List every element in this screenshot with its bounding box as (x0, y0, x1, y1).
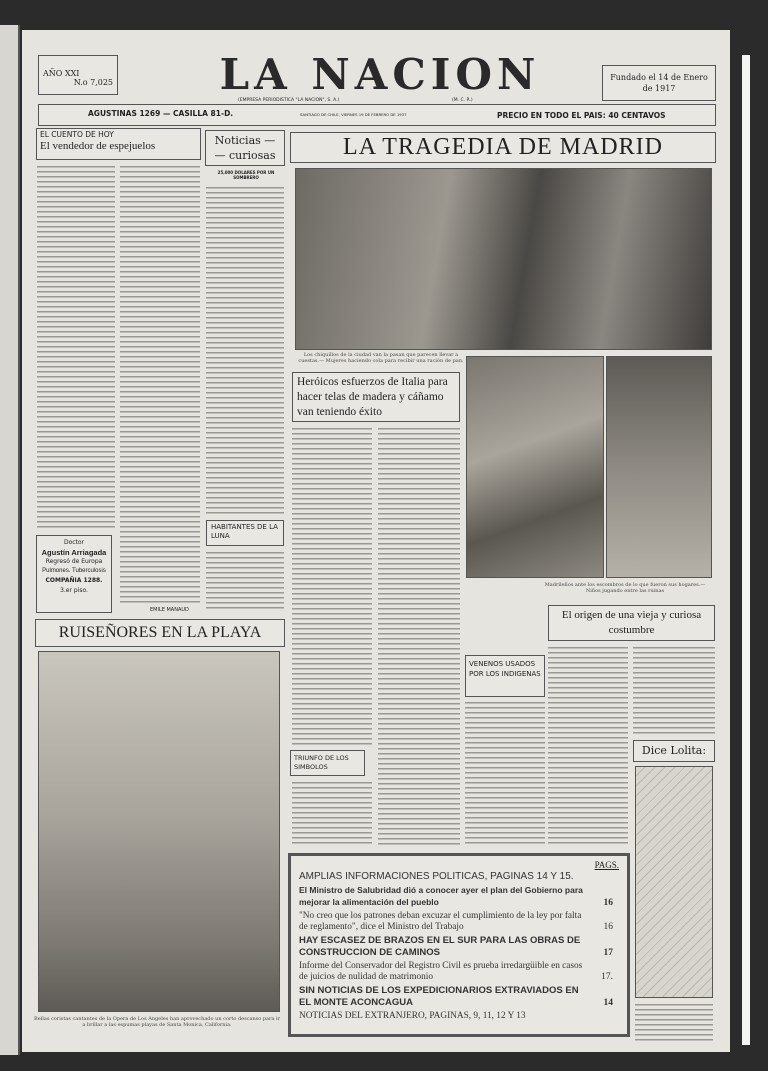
cuento-header (36, 128, 201, 160)
ad-line: 3.er piso. (60, 586, 88, 594)
masthead-title: LA NACION (219, 50, 541, 99)
index-item[interactable] (299, 961, 613, 983)
doctor-ad (36, 535, 112, 613)
index-item[interactable] (299, 911, 613, 933)
index-item[interactable] (299, 871, 589, 883)
ruisenores-headline: RUISEÑORES EN LA PLAYA (35, 619, 285, 647)
index-item[interactable] (299, 1011, 589, 1022)
ad-name: Agustín Arriagada (41, 547, 107, 557)
lolita-header: Dice Lolita: (633, 740, 715, 762)
year: AÑO XXI (43, 69, 80, 78)
triunfo-text (292, 780, 372, 846)
triunfo-header: TRIUNFO DE LOS SIMBOLOS (290, 750, 365, 776)
index-page: 14 (603, 998, 613, 1008)
index-item[interactable] (299, 885, 613, 909)
index-box (288, 853, 630, 1037)
ad-line: Pulmones. Tuberculosis (42, 567, 106, 574)
index-item[interactable] (299, 935, 613, 959)
origen-text-col1 (548, 645, 628, 845)
venenos-text (465, 700, 545, 845)
publisher-line: (EMPRESA PERIODISTICA "LA NACION", S. A.) (238, 98, 340, 103)
lolita-caption (635, 1002, 713, 1042)
lolita-cartoon (635, 766, 713, 998)
founded-box: Fundado el 14 de Enero de 1917 (602, 65, 716, 101)
madrid-photo (295, 168, 712, 350)
scan-edge (742, 55, 750, 1045)
noticias-text (206, 185, 284, 515)
index-page: 16 (603, 922, 613, 932)
origen-headline: El origen de una vieja y curiosa costumbre (548, 605, 715, 641)
index-text: SIN NOTICIAS DE LOS EXPEDICIONARIOS EXTRAVIADOS EN EL MONTE ACONCAGUA (299, 985, 579, 1008)
noticias-title: Noticias — (214, 134, 276, 147)
index-text: Informe del Conservador del Registro Civil es prueba irredargüible en casos de juicios de nulidad de matrimonio (299, 961, 583, 982)
cuento-kicker: EL CUENTO DE HOY (40, 130, 114, 139)
madrid-caption: Los chiquillos de la ciudad van la pasan que parecen llevar a cuestas.— Mujeres haciendo cola para recibir una ración de pan. (298, 352, 464, 364)
beach-caption: Bellas coristas cantantes de la Opera de Los Angeles han aprovechado un corto descanso para ir a brillar a las espumas playas de Santa Monica, California. (34, 1016, 280, 1028)
issue-number: N.o 7,025 (73, 78, 113, 87)
noticias-title: — curiosas (214, 149, 276, 162)
index-text: El Ministro de Salubridad dió a conocer ayer el plan del Gobierno para mejorar la alimentación del pueblo (299, 885, 583, 907)
index-text: HAY ESCASEZ DE BRAZOS EN EL SUR PARA LAS OBRAS DE CONSTRUCCION DE CAMINOS (299, 935, 581, 958)
ad-address: COMPAÑIA 1288. (45, 577, 103, 584)
origen-text-col2 (633, 645, 715, 735)
index-text: "No creo que los patrones deban excuzar el cumplimiento de la ley por falta de reglamento", dice el Ministro del Trabajo (299, 911, 582, 932)
index-text: NOTICIAS DEL EXTRANJERO, PAGINAS, 9, 11, 12 Y 13 (299, 1011, 526, 1021)
ruins-caption: Madrileños ante los escombros de lo que fueron sus hogares.— Niños jugando entre las ruinas (544, 582, 706, 594)
cuento-author: EMILE MANAUD (150, 607, 189, 613)
habitantes-text (206, 550, 284, 612)
adjacent-page-edge (0, 25, 20, 1055)
ad-line: Regresó de Europa (45, 558, 103, 565)
noticias-header (205, 130, 285, 166)
madrid-headline: LA TRAGEDIA DE MADRID (290, 132, 716, 163)
cuento-title: El vendedor de espejuelos (40, 140, 156, 152)
ad-line: Doctor (63, 539, 85, 546)
ruins-photo-right (606, 356, 712, 578)
cuento-text-col2 (120, 164, 200, 604)
index-text: AMPLIAS INFORMACIONES POLITICAS, PAGINAS 14 Y 15. (299, 871, 574, 882)
price: PRECIO EN TODO EL PAIS: 40 CENTAVOS (497, 111, 666, 120)
venenos-header: VENENOS USADOS POR LOS INDIGENAS (465, 655, 545, 697)
italia-headline: Heróicos esfuerzos de Italia para hacer telas de madera y cáñamo van teniendo éxito (292, 372, 460, 422)
dateline: SANTIAGO DE CHILE, VIERNES 19 DE FEBRERO DE 1937 (300, 112, 407, 117)
italia-text-col2 (378, 426, 460, 846)
index-item[interactable] (299, 985, 613, 1009)
italia-text-col1 (292, 426, 372, 746)
index-page: 16 (603, 898, 613, 908)
beach-photo (38, 651, 280, 1012)
habitantes-header: HABITANTES DE LA LUNA (206, 520, 284, 546)
code-line: (M. C. R.) (452, 98, 473, 103)
cuento-text-col1 (37, 164, 115, 529)
index-page: 17. (601, 972, 613, 982)
noticias-subhead: 25,000 DOLARES POR UN SOMBRERO (217, 170, 275, 180)
ruins-photo-left (466, 356, 604, 578)
address: AGUSTINAS 1269 — CASILLA 81-D. (88, 109, 234, 118)
issue-box (38, 55, 118, 95)
index-header: PAGS. (594, 860, 619, 870)
index-page: 17 (603, 948, 613, 958)
